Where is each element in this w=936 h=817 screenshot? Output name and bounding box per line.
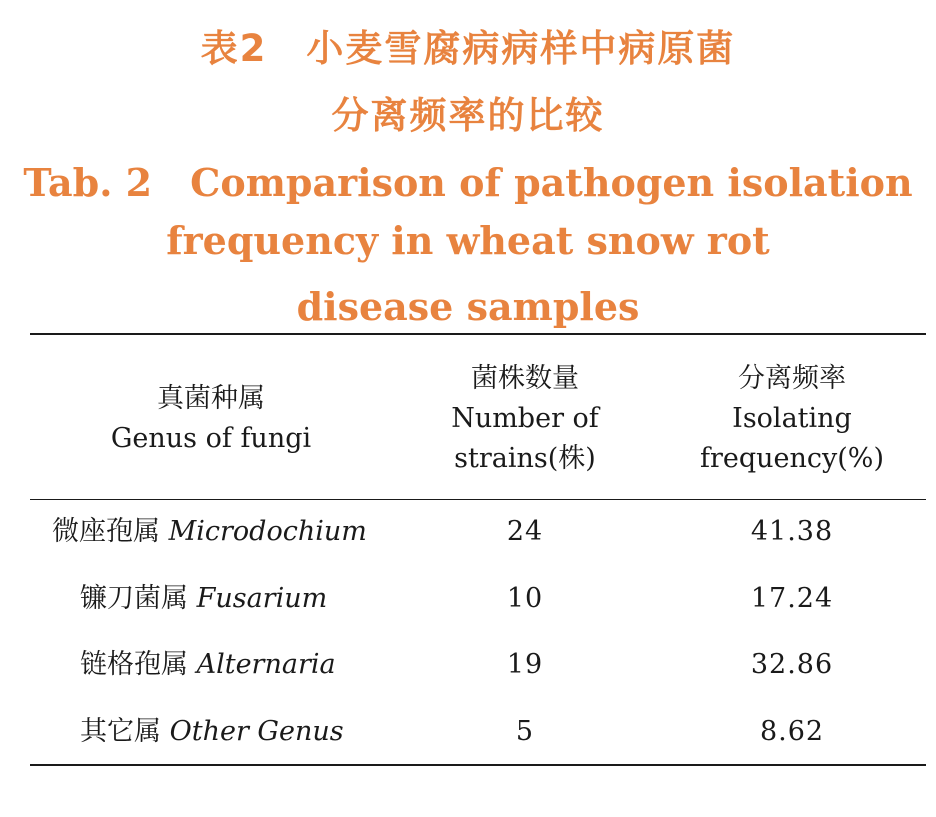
table-row-frequency: 41.38 [750,516,834,547]
header-strains-zh: 菌株数量 [471,363,579,394]
genus-zh: 镰刀菌属 [80,583,188,614]
header-strains-en-line2: strains(株) [454,443,596,474]
header-frequency-zh: 分离频率 [738,363,846,394]
table-row-genus [80,645,336,685]
table-title-en-line3: disease samples [296,284,640,329]
header-strains-en-line1: Number of [451,403,599,434]
table-bottom-rule [30,764,926,766]
genus-latin: Other Genus [169,716,344,747]
table-row-genus [80,712,344,752]
table-title-en-line2: frequency in wheat snow rot [166,218,770,263]
header-frequency-en-line1: Isolating [732,403,852,434]
genus-zh: 其它属 [80,716,161,747]
header-genus-en: Genus of fungi [110,423,312,454]
genus-latin: Alternaria [196,649,336,680]
header-genus [30,379,392,459]
table-row-frequency: 17.24 [750,583,834,614]
genus-zh: 链格孢属 [80,649,188,680]
genus-latin: Fusarium [196,583,328,614]
table-title-zh-line2: 分离频率的比较 [331,94,605,137]
table-row-frequency: 32.86 [750,649,834,680]
table-row-strains: 10 [506,583,544,614]
table-top-rule [30,333,926,335]
header-genus-zh: 真菌种属 [157,383,265,414]
table-row-genus [80,579,327,619]
table-row-strains: 24 [506,516,544,547]
table-title-en-line1: Tab. 2 Comparison of pathogen isolation [23,160,913,205]
genus-latin: Microdochium [168,516,367,547]
genus-zh: 微座孢属 [52,516,160,547]
table-row-strains: 5 [515,716,535,747]
table-row-genus [52,512,367,552]
header-strains [430,359,620,479]
table-title-zh-line1: 表2 小麦雪腐病病样中病原菌 [200,27,736,70]
table-row-frequency: 8.62 [759,716,825,747]
header-frequency-en-line2: frequency(%) [699,443,885,474]
table-row-strains: 19 [506,649,544,680]
header-frequency [660,359,924,479]
table-header-rule [30,499,926,500]
